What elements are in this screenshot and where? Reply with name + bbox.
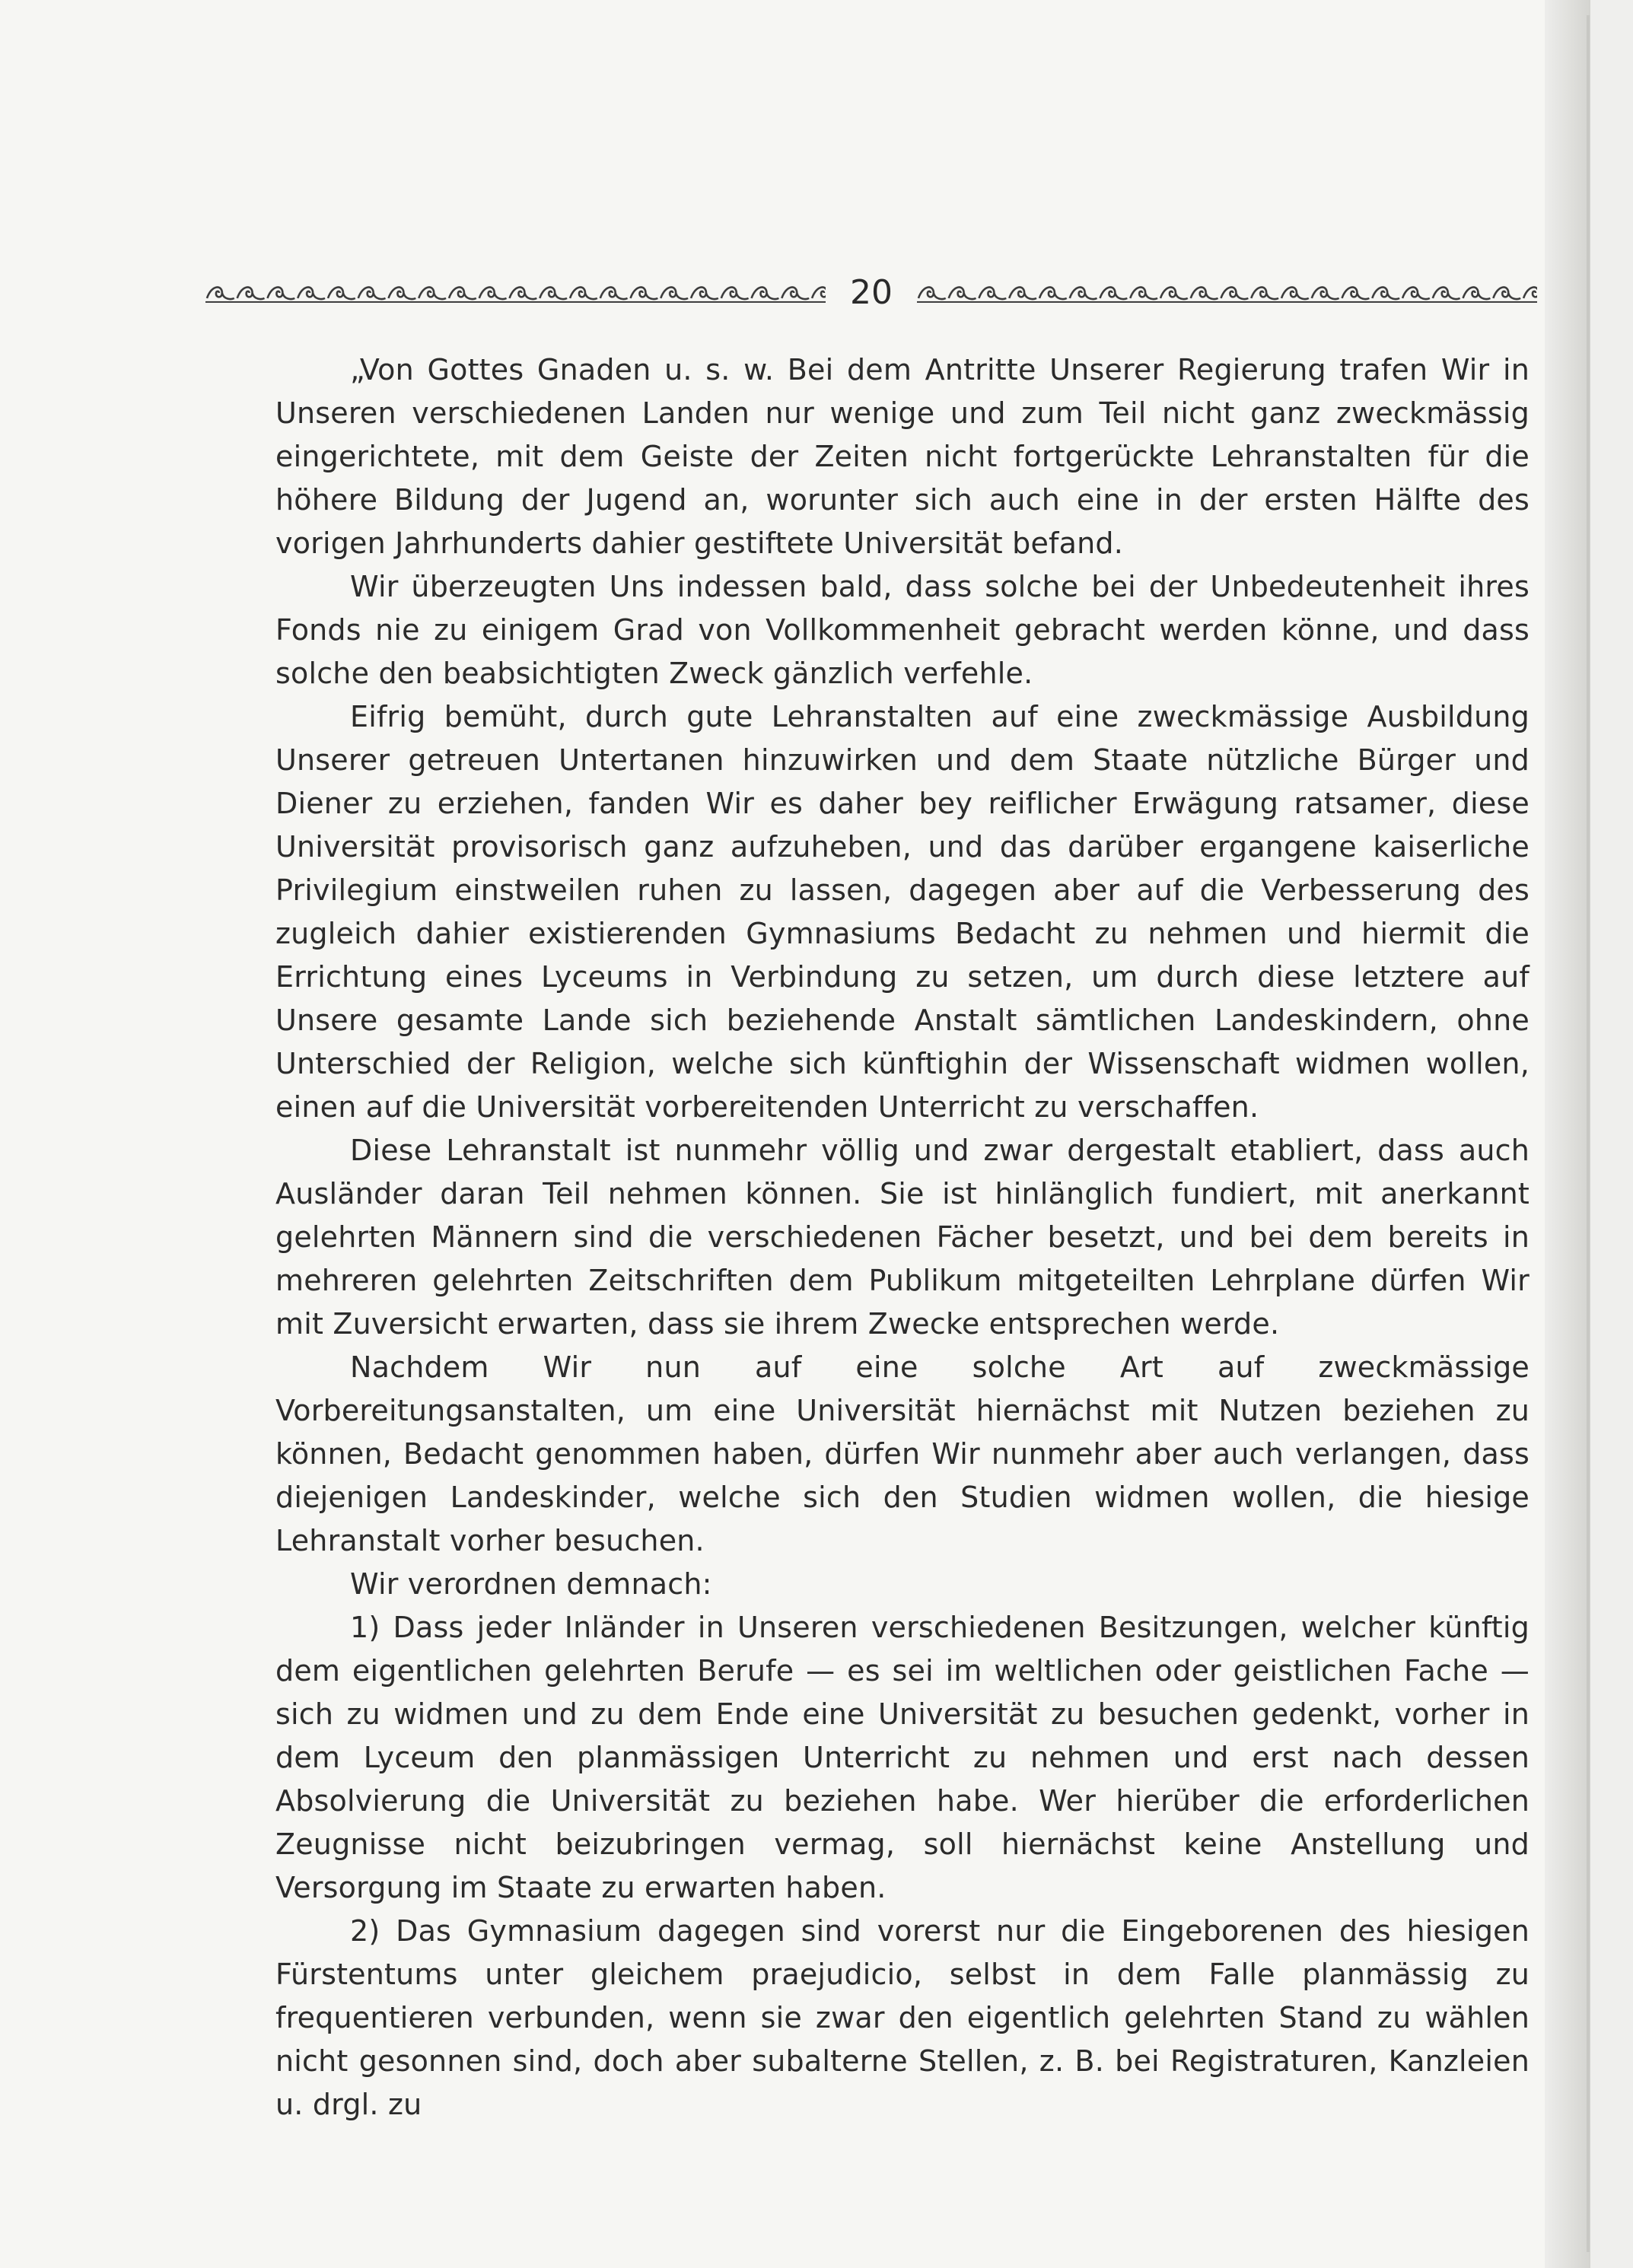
paragraph: Wir überzeugten Uns indessen bald, dass solche bei der Unbedeutenheit ihres Fonds nie zu einigem Grad von Vollkommenheit gebracht werden könne, und dass solche den beabsichtigten Zweck gänzlich verfehle.: [275, 570, 1530, 690]
paragraph: Diese Lehranstalt ist nunmehr völlig und zwar dergestalt etabliert, dass auch Ausländer daran Teil nehmen können. Sie ist hinlänglich fundiert, mit anerkannt gelehrten Männern sind die verschiedenen Fächer besetzt, und bei dem bereits in mehreren gelehrten Zeitschriften dem Publikum mitgeteilten Lehrplane dürfen Wir mit Zuversicht erwarten, dass sie ihrem Zwecke entsprechen werde.: [275, 1134, 1530, 1341]
paragraph: „Von Gottes Gnaden u. s. w. Bei dem Antritte Unserer Regierung trafen Wir in Unseren verschiedenen Landen nur wenige und zum Teil nicht ganz zweckmässig eingerichtete, mit dem Geiste der Zeiten nicht fortgerückte Lehranstalten für die höhere Bildung der Jugend an, worunter sich auch eine in der ersten Hälfte des vorigen Jahrhunderts dahier gestiftete Universität befand.: [275, 353, 1530, 560]
page-binding-line: [1587, 15, 1590, 2252]
header-ornament-right: [917, 280, 1537, 306]
paragraph: Nachdem Wir nun auf eine solche Art auf zweckmässige Vorbereitungsanstalten, um eine Universität hiernächst mit Nutzen beziehen zu können, Bedacht genommen haben, dürfen Wir nunmehr aber auch verlangen, dass diejenigen Landeskinder, welche sich den Studien widmen wollen, die hiesige Lehranstalt vorher besuchen.: [275, 1350, 1530, 1557]
page-header: [205, 274, 1537, 312]
header-ornament-left: [205, 280, 826, 306]
paragraph: 2) Das Gymnasium dagegen sind vorerst nur die Eingeborenen des hiesigen Fürstentums unter gleichem praejudicio, selbst in dem Falle planmässig zu frequentieren verbunden, wenn sie zwar den eigentlich gelehrten Stand zu wählen nicht gesonnen sind, doch aber subalterne Stellen, z. B. bei Registraturen, Kanzleien u. drgl. zu: [275, 1914, 1530, 2121]
body-text: [275, 348, 1530, 2126]
paragraph: 1) Dass jeder Inländer in Unseren verschiedenen Besitzungen, welcher künftig dem eigentlichen gelehrten Berufe — es sei im weltlichen oder geistlichen Fache — sich zu widmen und zu dem Ende eine Universität zu besuchen gedenkt, vorher in dem Lyceum den planmässigen Unterricht zu nehmen und erst nach dessen Absolvierung die Universität zu beziehen habe. Wer hierüber die erforderlichen Zeugnisse nicht beizubringen vermag, soll hiernächst keine Anstellung und Versorgung im Staate zu erwarten haben.: [275, 1611, 1530, 1904]
paragraph: Wir verordnen demnach:: [350, 1567, 712, 1601]
page-edge-shadow: [1545, 0, 1590, 2268]
page-number: 20: [850, 273, 893, 312]
paragraph: Eifrig bemüht, durch gute Lehranstalten auf eine zweckmässige Ausbildung Unserer getreuen Untertanen hinzuwirken und dem Staate nützliche Bürger und Diener zu erziehen, fanden Wir es daher bey reiflicher Erwägung ratsamer, diese Universität provisorisch ganz aufzuheben, und das darüber ergangene kaiserliche Privilegium einstweilen ruhen zu lassen, dagegen aber auf die Verbesserung des zugleich dahier existierenden Gymnasiums Bedacht zu nehmen und hiermit die Errichtung eines Lyceums in Verbindung zu setzen, um durch diese letztere auf Unsere gesamte Lande sich beziehende Anstalt sämtlichen Landeskindern, ohne Unterschied der Religion, welche sich künftighin der Wissenschaft widmen wollen, einen auf die Universität vorbereitenden Unterricht zu verschaffen.: [275, 700, 1530, 1124]
